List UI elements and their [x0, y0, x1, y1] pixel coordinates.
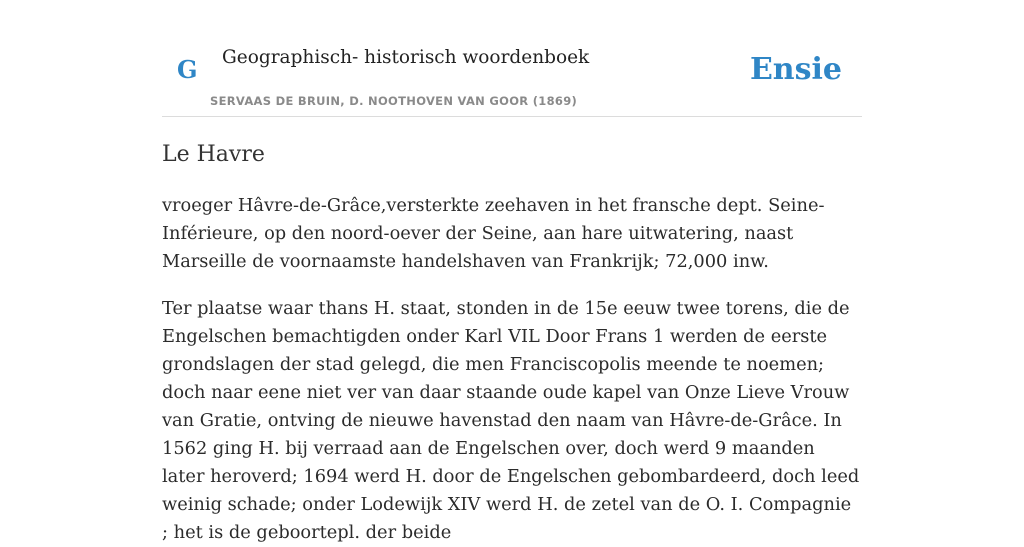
- entry-paragraph: Ter plaatse waar thans H. staat, stonden in de 15e eeuw twee torens, die de Engelschen bemachtigden onder Karl VIL Door Frans 1 werden de eerste grondslagen der stad gelegd, die men Franciscopolis meende te noemen; doch naar eene niet ver van daar staande oude kapel van Onze Lieve Vrouw van Gratie, ontving de nieuwe havenstad den naam van Hâvre-de-Grâce. In 1562 ging H. bij verraad aan de Engelschen over, doch werd 9 maanden later heroverd; 1694 werd H. door de Engelschen gebombardeerd, doch leed weinig schade; onder Lodewijk XIV werd H. de zetel van de O. I. Compagnie ; het is de geboortepl. der beide: [162, 298, 860, 543]
- book-authors: SERVAAS DE BRUIN, D. NOOTHOVEN VAN GOOR (1869): [210, 94, 578, 108]
- book-logo-icon[interactable]: G: [177, 55, 198, 84]
- ensie-logo-link[interactable]: Ensie: [749, 52, 842, 87]
- entry-content: [162, 138, 862, 547]
- entry-title: Le Havre: [162, 142, 265, 167]
- book-header: [162, 0, 862, 117]
- book-title[interactable]: Geographisch- historisch woordenboek: [222, 47, 590, 68]
- entry-paragraph: vroeger Hâvre-de-Grâce,versterkte zeehaven in het fransche dept. Seine-Inférieure, op den noord-oever der Seine, aan hare uitwatering, naast Marseille de voornaamste handelshaven van Frankrijk; 72,000 inw.: [162, 195, 825, 272]
